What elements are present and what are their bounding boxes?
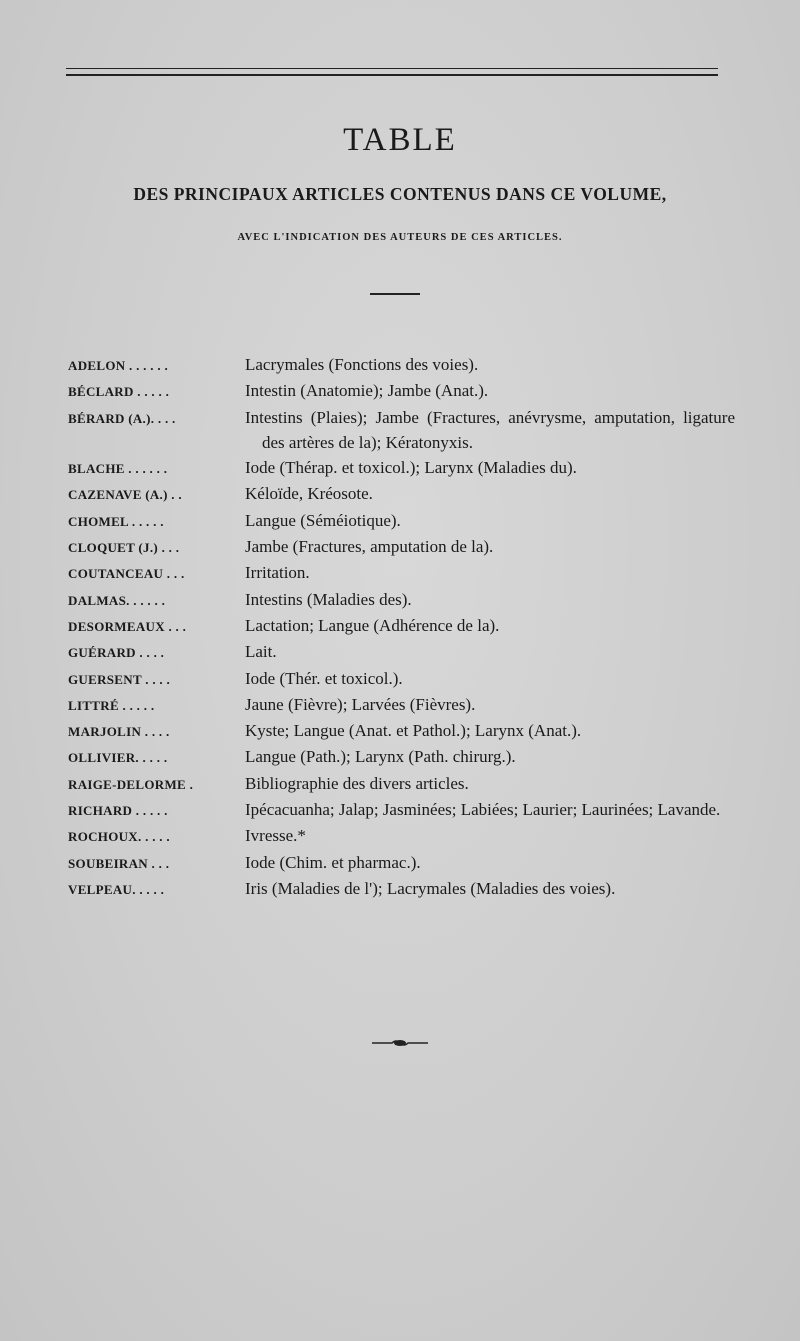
section-divider: [370, 293, 420, 295]
article-list: Lait.: [245, 642, 277, 662]
author-name: COUTANCEAU . . .: [68, 566, 185, 582]
index-entry-littre: [68, 692, 748, 718]
article-list: Iode (Thér. et toxicol.).: [245, 668, 403, 688]
index-entry-blache: [68, 455, 748, 481]
author-name: ROCHOUX. . . . .: [68, 829, 170, 845]
index-entry-velpeau: [68, 876, 748, 902]
author-index-list: [68, 352, 748, 902]
article-list: Langue (Path.); Larynx (Path. chirurg.).: [245, 747, 516, 767]
author-name: SOUBEIRAN . . .: [68, 855, 170, 871]
article-list: Iris (Maladies de l'); Lacrymales (Maladies des voies).: [245, 878, 616, 898]
author-name: OLLIVIER. . . . .: [68, 750, 168, 766]
page-subtitle: DES PRINCIPAUX ARTICLES CONTENUS DANS CE VOLUME,: [133, 184, 667, 204]
article-list: Iode (Chim. et pharmac.).: [245, 852, 421, 872]
index-entry-soubeiran: [68, 850, 748, 876]
author-name: CLOQUET (J.) . . .: [68, 540, 180, 556]
article-list: Intestin (Anatomie); Jambe (Anat.).: [245, 381, 489, 401]
author-name: DALMAS. . . . . .: [68, 592, 166, 608]
index-entry-rochoux: [68, 823, 748, 849]
author-name: RAIGE-DELORME .: [68, 776, 194, 792]
index-entry-dalmas: [68, 587, 748, 613]
article-list: Langue (Séméiotique).: [245, 510, 401, 530]
index-entry-marjolin: [68, 718, 748, 744]
index-entry-coutanceau: [68, 560, 748, 586]
top-double-rule: [66, 68, 718, 76]
author-name: BÉCLARD . . . . .: [68, 384, 170, 400]
index-entry-richard: [68, 797, 748, 823]
author-name: VELPEAU. . . . .: [68, 881, 165, 897]
index-entry-desormeaux: [68, 613, 748, 639]
author-name: DESORMEAUX . . .: [68, 618, 187, 634]
author-name: MARJOLIN . . . .: [68, 724, 170, 740]
index-entry-cloquet: [68, 534, 748, 560]
index-entry-berard: [68, 405, 748, 456]
end-ornament: [372, 1038, 428, 1048]
article-list: Intestins (Maladies des).: [245, 589, 412, 609]
index-entry-guerard: [68, 639, 748, 665]
page-title: TABLE: [343, 122, 457, 158]
article-list: Intestins (Plaies); Jambe (Fractures, anévrysme, amputation, ligature des artères de la); Kératonyxis.: [245, 407, 735, 452]
article-list: Jambe (Fractures, amputation de la).: [245, 537, 494, 557]
author-name: ADELON . . . . . .: [68, 358, 169, 373]
author-name: RICHARD . . . . .: [68, 803, 168, 819]
author-name: GUÉRARD . . . .: [68, 645, 165, 661]
index-entry-ollivier: [68, 744, 748, 770]
article-list: Ipécacuanha; Jalap; Jasminées; Labiées; Laurier; Laurinées; Lavande.: [245, 800, 721, 820]
article-list: Kéloïde, Kréosote.: [245, 484, 373, 504]
index-entry-guersent: [68, 666, 748, 692]
page-subsubtitle: AVEC L'INDICATION DES AUTEURS DE CES ARTICLES.: [237, 232, 563, 243]
index-entry-raige-delorme: [68, 771, 748, 797]
article-list: Kyste; Langue (Anat. et Pathol.); Larynx (Anat.).: [245, 721, 582, 741]
article-list: Bibliographie des divers articles.: [245, 773, 469, 793]
author-name: LITTRÉ . . . . .: [68, 697, 155, 713]
index-entry-cazenave: [68, 481, 748, 507]
index-entry-beclard: [68, 378, 748, 404]
author-name: CHOMEL . . . . .: [68, 513, 164, 529]
article-list: Irritation.: [245, 563, 310, 583]
article-list: Lactation; Langue (Adhérence de la).: [245, 615, 500, 635]
article-list: Lacrymales (Fonctions des voies).: [245, 355, 479, 374]
author-name: BLACHE . . . . . .: [68, 461, 168, 477]
index-entry-chomel: [68, 508, 748, 534]
article-list: Ivresse.*: [245, 826, 306, 846]
author-name: BÉRARD (A.). . . .: [68, 410, 176, 426]
article-list: Iode (Thérap. et toxicol.); Larynx (Maladies du).: [245, 458, 577, 478]
author-name: CAZENAVE (A.) . .: [68, 487, 182, 503]
article-list: Jaune (Fièvre); Larvées (Fièvres).: [245, 694, 476, 714]
index-entry-adelon: [68, 352, 748, 378]
author-name: GUERSENT . . . .: [68, 671, 171, 687]
